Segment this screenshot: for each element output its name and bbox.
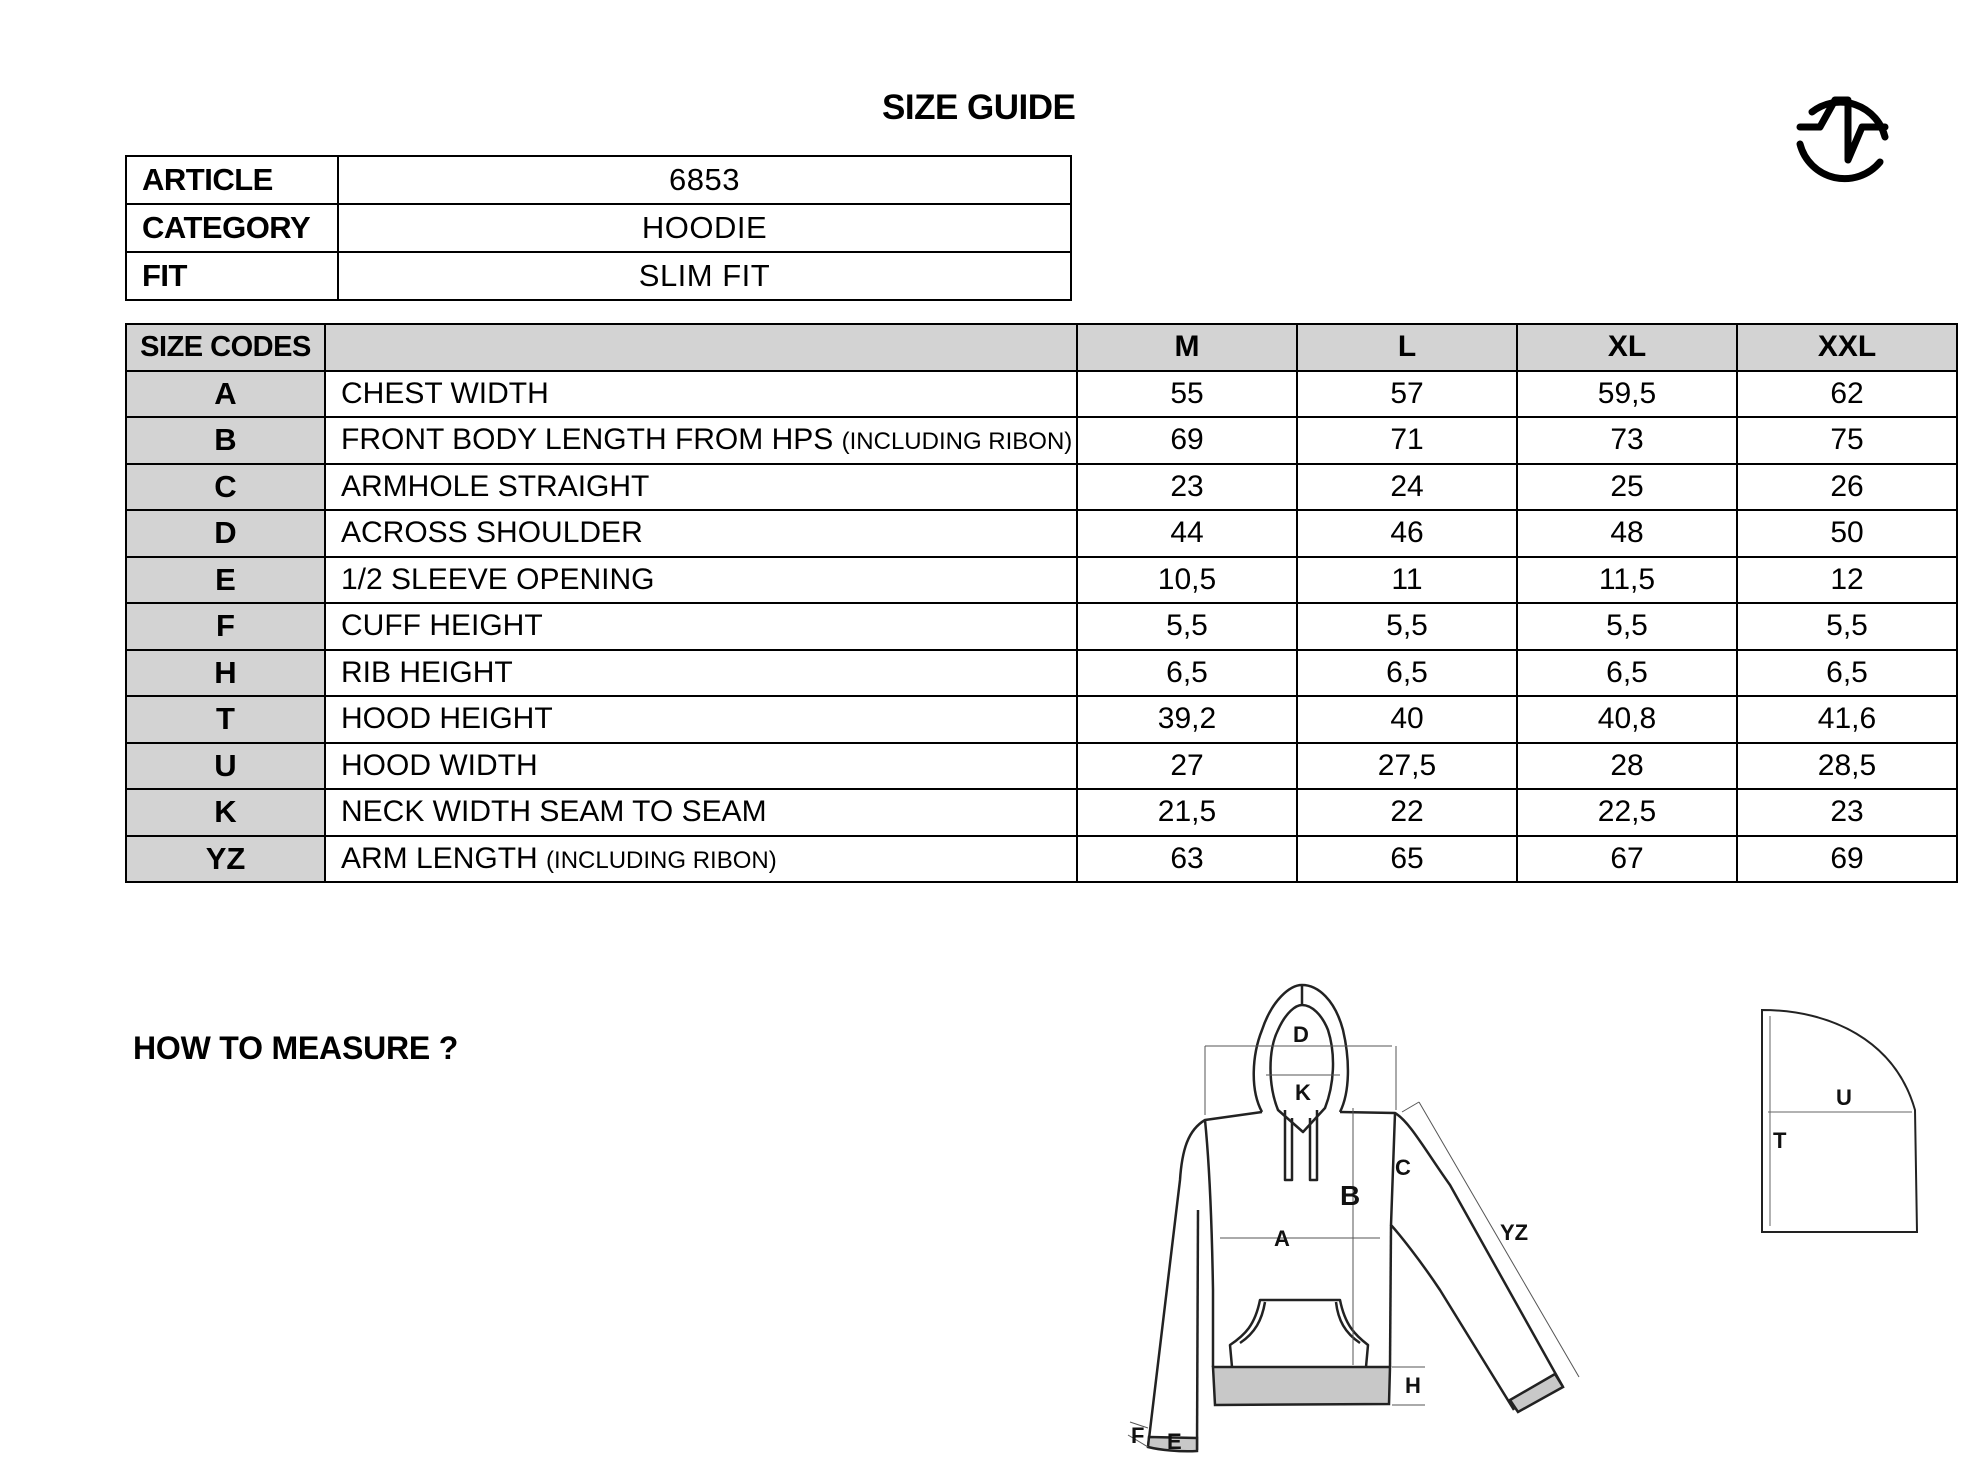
size-value: 11,5 [1517, 557, 1737, 604]
info-row-category [126, 204, 1071, 252]
measurement-name: CHEST WIDTH [341, 376, 549, 410]
size-row-e [126, 557, 1957, 604]
size-code: C [126, 464, 325, 511]
size-value: 27 [1077, 743, 1297, 790]
diagram-label-f: F [1131, 1423, 1145, 1448]
size-value: 26 [1737, 464, 1957, 511]
article-info-table [125, 155, 1072, 301]
page-title: SIZE GUIDE [882, 88, 1076, 127]
size-code: F [126, 603, 325, 650]
size-chart-table [125, 323, 1958, 883]
size-row-h [126, 650, 1957, 697]
size-value: 27,5 [1297, 743, 1517, 790]
size-code: U [126, 743, 325, 790]
info-label: FIT [126, 252, 338, 300]
info-value: HOODIE [338, 204, 1071, 252]
size-value: 28,5 [1737, 743, 1957, 790]
size-value: 10,5 [1077, 557, 1297, 604]
measurement-note: (INCLUDING RIBON) [841, 428, 1073, 456]
measurement-name: HOOD WIDTH [341, 748, 538, 782]
size-value: 48 [1517, 510, 1737, 557]
size-row-a [126, 371, 1957, 418]
size-row-b [126, 417, 1957, 464]
size-value: 69 [1737, 836, 1957, 883]
size-value: 25 [1517, 464, 1737, 511]
size-code: YZ [126, 836, 325, 883]
header-size-xl: XL [1517, 324, 1737, 371]
measurement-name: CUFF HEIGHT [341, 609, 543, 643]
hoodie-measurement-diagram [1110, 975, 1680, 1475]
size-value: 5,5 [1077, 603, 1297, 650]
measurement-name: ARMHOLE STRAIGHT [341, 469, 650, 503]
size-row-f [126, 603, 1957, 650]
size-value: 57 [1297, 371, 1517, 418]
measurement-name: 1/2 SLEEVE OPENING [341, 562, 655, 596]
size-value: 6,5 [1077, 650, 1297, 697]
size-value: 5,5 [1297, 603, 1517, 650]
size-value: 73 [1517, 417, 1737, 464]
measurement-description [325, 510, 1077, 557]
size-value: 6,5 [1297, 650, 1517, 697]
how-to-measure-heading: HOW TO MEASURE ? [133, 1030, 459, 1066]
measurement-name: ACROSS SHOULDER [341, 516, 643, 550]
size-value: 75 [1737, 417, 1957, 464]
size-row-d [126, 510, 1957, 557]
diagram-label-k: K [1295, 1080, 1311, 1105]
info-value: SLIM FIT [338, 252, 1071, 300]
size-code: A [126, 371, 325, 418]
size-value: 50 [1737, 510, 1957, 557]
header-description [325, 324, 1077, 371]
measurement-description [325, 603, 1077, 650]
size-value: 5,5 [1737, 603, 1957, 650]
size-row-yz [126, 836, 1957, 883]
size-chart-header-row [126, 324, 1957, 371]
measurement-description [325, 789, 1077, 836]
size-code: D [126, 510, 325, 557]
size-value: 23 [1737, 789, 1957, 836]
size-value: 6,5 [1737, 650, 1957, 697]
size-value: 62 [1737, 371, 1957, 418]
info-label: ARTICLE [126, 156, 338, 204]
size-value: 71 [1297, 417, 1517, 464]
size-value: 24 [1297, 464, 1517, 511]
size-value: 23 [1077, 464, 1297, 511]
size-value: 11 [1297, 557, 1517, 604]
size-value: 59,5 [1517, 371, 1737, 418]
size-value: 65 [1297, 836, 1517, 883]
size-value: 63 [1077, 836, 1297, 883]
size-value: 69 [1077, 417, 1297, 464]
size-value: 21,5 [1077, 789, 1297, 836]
measurement-name: ARM LENGTH [341, 841, 538, 875]
brand-wave-circle-icon [1790, 82, 1894, 186]
size-value: 12 [1737, 557, 1957, 604]
diagram-label-c: C [1395, 1155, 1411, 1180]
measurement-name: HOOD HEIGHT [341, 702, 553, 736]
diagram-label-h: H [1405, 1373, 1421, 1398]
size-value: 28 [1517, 743, 1737, 790]
size-value: 6,5 [1517, 650, 1737, 697]
measurement-description [325, 696, 1077, 743]
measurement-name: NECK WIDTH SEAM TO SEAM [341, 795, 767, 829]
measurement-name: RIB HEIGHT [341, 655, 513, 689]
measurement-description [325, 464, 1077, 511]
measurement-description [325, 371, 1077, 418]
size-value: 22 [1297, 789, 1517, 836]
diagram-label-yz: YZ [1500, 1220, 1529, 1245]
size-row-k [126, 789, 1957, 836]
header-size-xxl: XXL [1737, 324, 1957, 371]
info-label: CATEGORY [126, 204, 338, 252]
size-value: 46 [1297, 510, 1517, 557]
size-value: 44 [1077, 510, 1297, 557]
info-row-article [126, 156, 1071, 204]
size-code: T [126, 696, 325, 743]
diagram-label-d: D [1293, 1022, 1309, 1047]
size-row-c [126, 464, 1957, 511]
size-row-t [126, 696, 1957, 743]
measurement-note: (INCLUDING RIBON) [546, 846, 777, 874]
size-value: 40,8 [1517, 696, 1737, 743]
diagram-label-e: E [1167, 1429, 1182, 1454]
measurement-description [325, 557, 1077, 604]
diagram-label-t: T [1773, 1128, 1787, 1153]
size-code: H [126, 650, 325, 697]
size-code: E [126, 557, 325, 604]
size-value: 40 [1297, 696, 1517, 743]
measurement-description [325, 836, 1077, 883]
measurement-description [325, 650, 1077, 697]
measurement-description [325, 417, 1077, 464]
header-size-codes: SIZE CODES [126, 324, 325, 371]
size-value: 41,6 [1737, 696, 1957, 743]
measurement-description [325, 743, 1077, 790]
size-value: 22,5 [1517, 789, 1737, 836]
header-size-m: M [1077, 324, 1297, 371]
header-size-l: L [1297, 324, 1517, 371]
measurement-name: FRONT BODY LENGTH FROM HPS [341, 423, 834, 457]
size-row-u [126, 743, 1957, 790]
size-value: 55 [1077, 371, 1297, 418]
diagram-label-b: B [1340, 1180, 1361, 1211]
diagram-label-u: U [1836, 1085, 1852, 1110]
info-value: 6853 [338, 156, 1071, 204]
size-code: K [126, 789, 325, 836]
hood-measurement-diagram [1755, 1005, 1935, 1245]
size-value: 67 [1517, 836, 1737, 883]
info-row-fit [126, 252, 1071, 300]
size-value: 5,5 [1517, 603, 1737, 650]
size-value: 39,2 [1077, 696, 1297, 743]
diagram-label-a: A [1274, 1226, 1290, 1251]
size-code: B [126, 417, 325, 464]
